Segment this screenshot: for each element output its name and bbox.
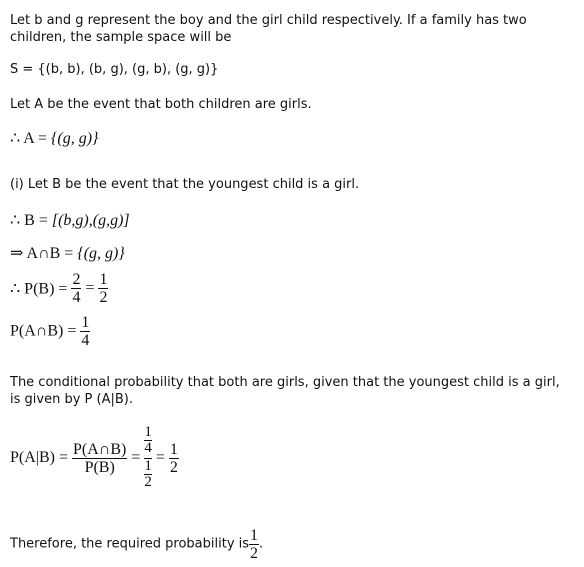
conditional-main-fraction bbox=[72, 441, 127, 476]
p-b-f1-num: 2 bbox=[72, 271, 81, 288]
conclusion-den: 2 bbox=[250, 545, 259, 562]
intersection-rhs: {(g, g)} bbox=[77, 245, 125, 262]
event-b-rhs: [(b,g),(g,g)] bbox=[51, 212, 130, 229]
p-ab-den: 4 bbox=[81, 332, 90, 349]
compound-top bbox=[144, 425, 152, 459]
intersection-equation bbox=[10, 243, 125, 263]
p-b-f2-den: 2 bbox=[99, 289, 108, 306]
p-b-f1-den: 4 bbox=[72, 289, 81, 306]
p-b-fraction-2 bbox=[98, 271, 108, 306]
conclusion-end: . bbox=[259, 536, 264, 552]
p-ab-equation bbox=[10, 314, 90, 349]
compound-bottom bbox=[144, 459, 152, 491]
p-b-fraction-1 bbox=[71, 271, 81, 306]
conditional-eq-1: = bbox=[127, 449, 145, 466]
p-b-equation bbox=[10, 271, 108, 306]
intersection-lhs: ⇒ A∩B = bbox=[10, 245, 78, 262]
event-a-definition: Let A be the event that both children are girls. bbox=[10, 97, 312, 112]
compound-bottom-fraction bbox=[144, 459, 152, 490]
p-b-lhs: ∴ P(B) = bbox=[10, 280, 72, 298]
conditional-eq-2: = bbox=[151, 449, 169, 466]
p-ab-lhs: P(A∩B) = bbox=[10, 322, 81, 340]
p-ab-fraction bbox=[80, 314, 90, 349]
conditional-equation bbox=[10, 425, 179, 491]
event-a-rhs: {(g, g)} bbox=[51, 130, 99, 147]
conditional-compound-fraction bbox=[144, 425, 152, 491]
conditional-result-den: 2 bbox=[169, 458, 178, 476]
part-i-definition: (i) Let B be the event that the youngest child is a girl. bbox=[10, 177, 360, 192]
conditional-main-num: P(A∩B) bbox=[73, 440, 127, 458]
compound-bottom-num: 1 bbox=[144, 458, 152, 474]
event-b-equation bbox=[10, 210, 130, 230]
conclusion-text: Therefore, the required probability is bbox=[10, 536, 250, 552]
p-ab-num: 1 bbox=[81, 314, 90, 331]
conclusion-fraction bbox=[249, 527, 259, 562]
conditional-result-num: 1 bbox=[169, 440, 178, 458]
conditional-line-1: The conditional probability that both are girls, given that the youngest child is a girl, bbox=[10, 375, 560, 390]
conditional-main-den: P(B) bbox=[84, 458, 115, 476]
intro-line-1: Let b and g represent the boy and the girl child respectively. If a family has two bbox=[10, 13, 527, 28]
compound-top-fraction bbox=[144, 425, 152, 456]
compound-top-den: 4 bbox=[144, 440, 152, 456]
compound-top-num: 1 bbox=[144, 424, 152, 440]
conditional-lhs: P(A|B) = bbox=[10, 449, 73, 466]
conclusion-num: 1 bbox=[250, 527, 259, 544]
p-b-f2-num: 1 bbox=[99, 271, 108, 288]
event-a-equation bbox=[10, 128, 98, 148]
event-a-lhs: ∴ A = bbox=[10, 130, 51, 147]
conclusion bbox=[10, 527, 263, 562]
p-b-eq: = bbox=[81, 279, 99, 297]
event-b-lhs: ∴ B = bbox=[10, 212, 52, 229]
intro-line-2: children, the sample space will be bbox=[10, 30, 232, 45]
conditional-result-fraction bbox=[169, 441, 179, 476]
sample-space: S = {(b, b), (b, g), (g, b), (g, g)} bbox=[10, 62, 219, 77]
conditional-line-2: is given by P (A|B). bbox=[10, 392, 133, 407]
compound-bottom-den: 2 bbox=[144, 474, 152, 490]
